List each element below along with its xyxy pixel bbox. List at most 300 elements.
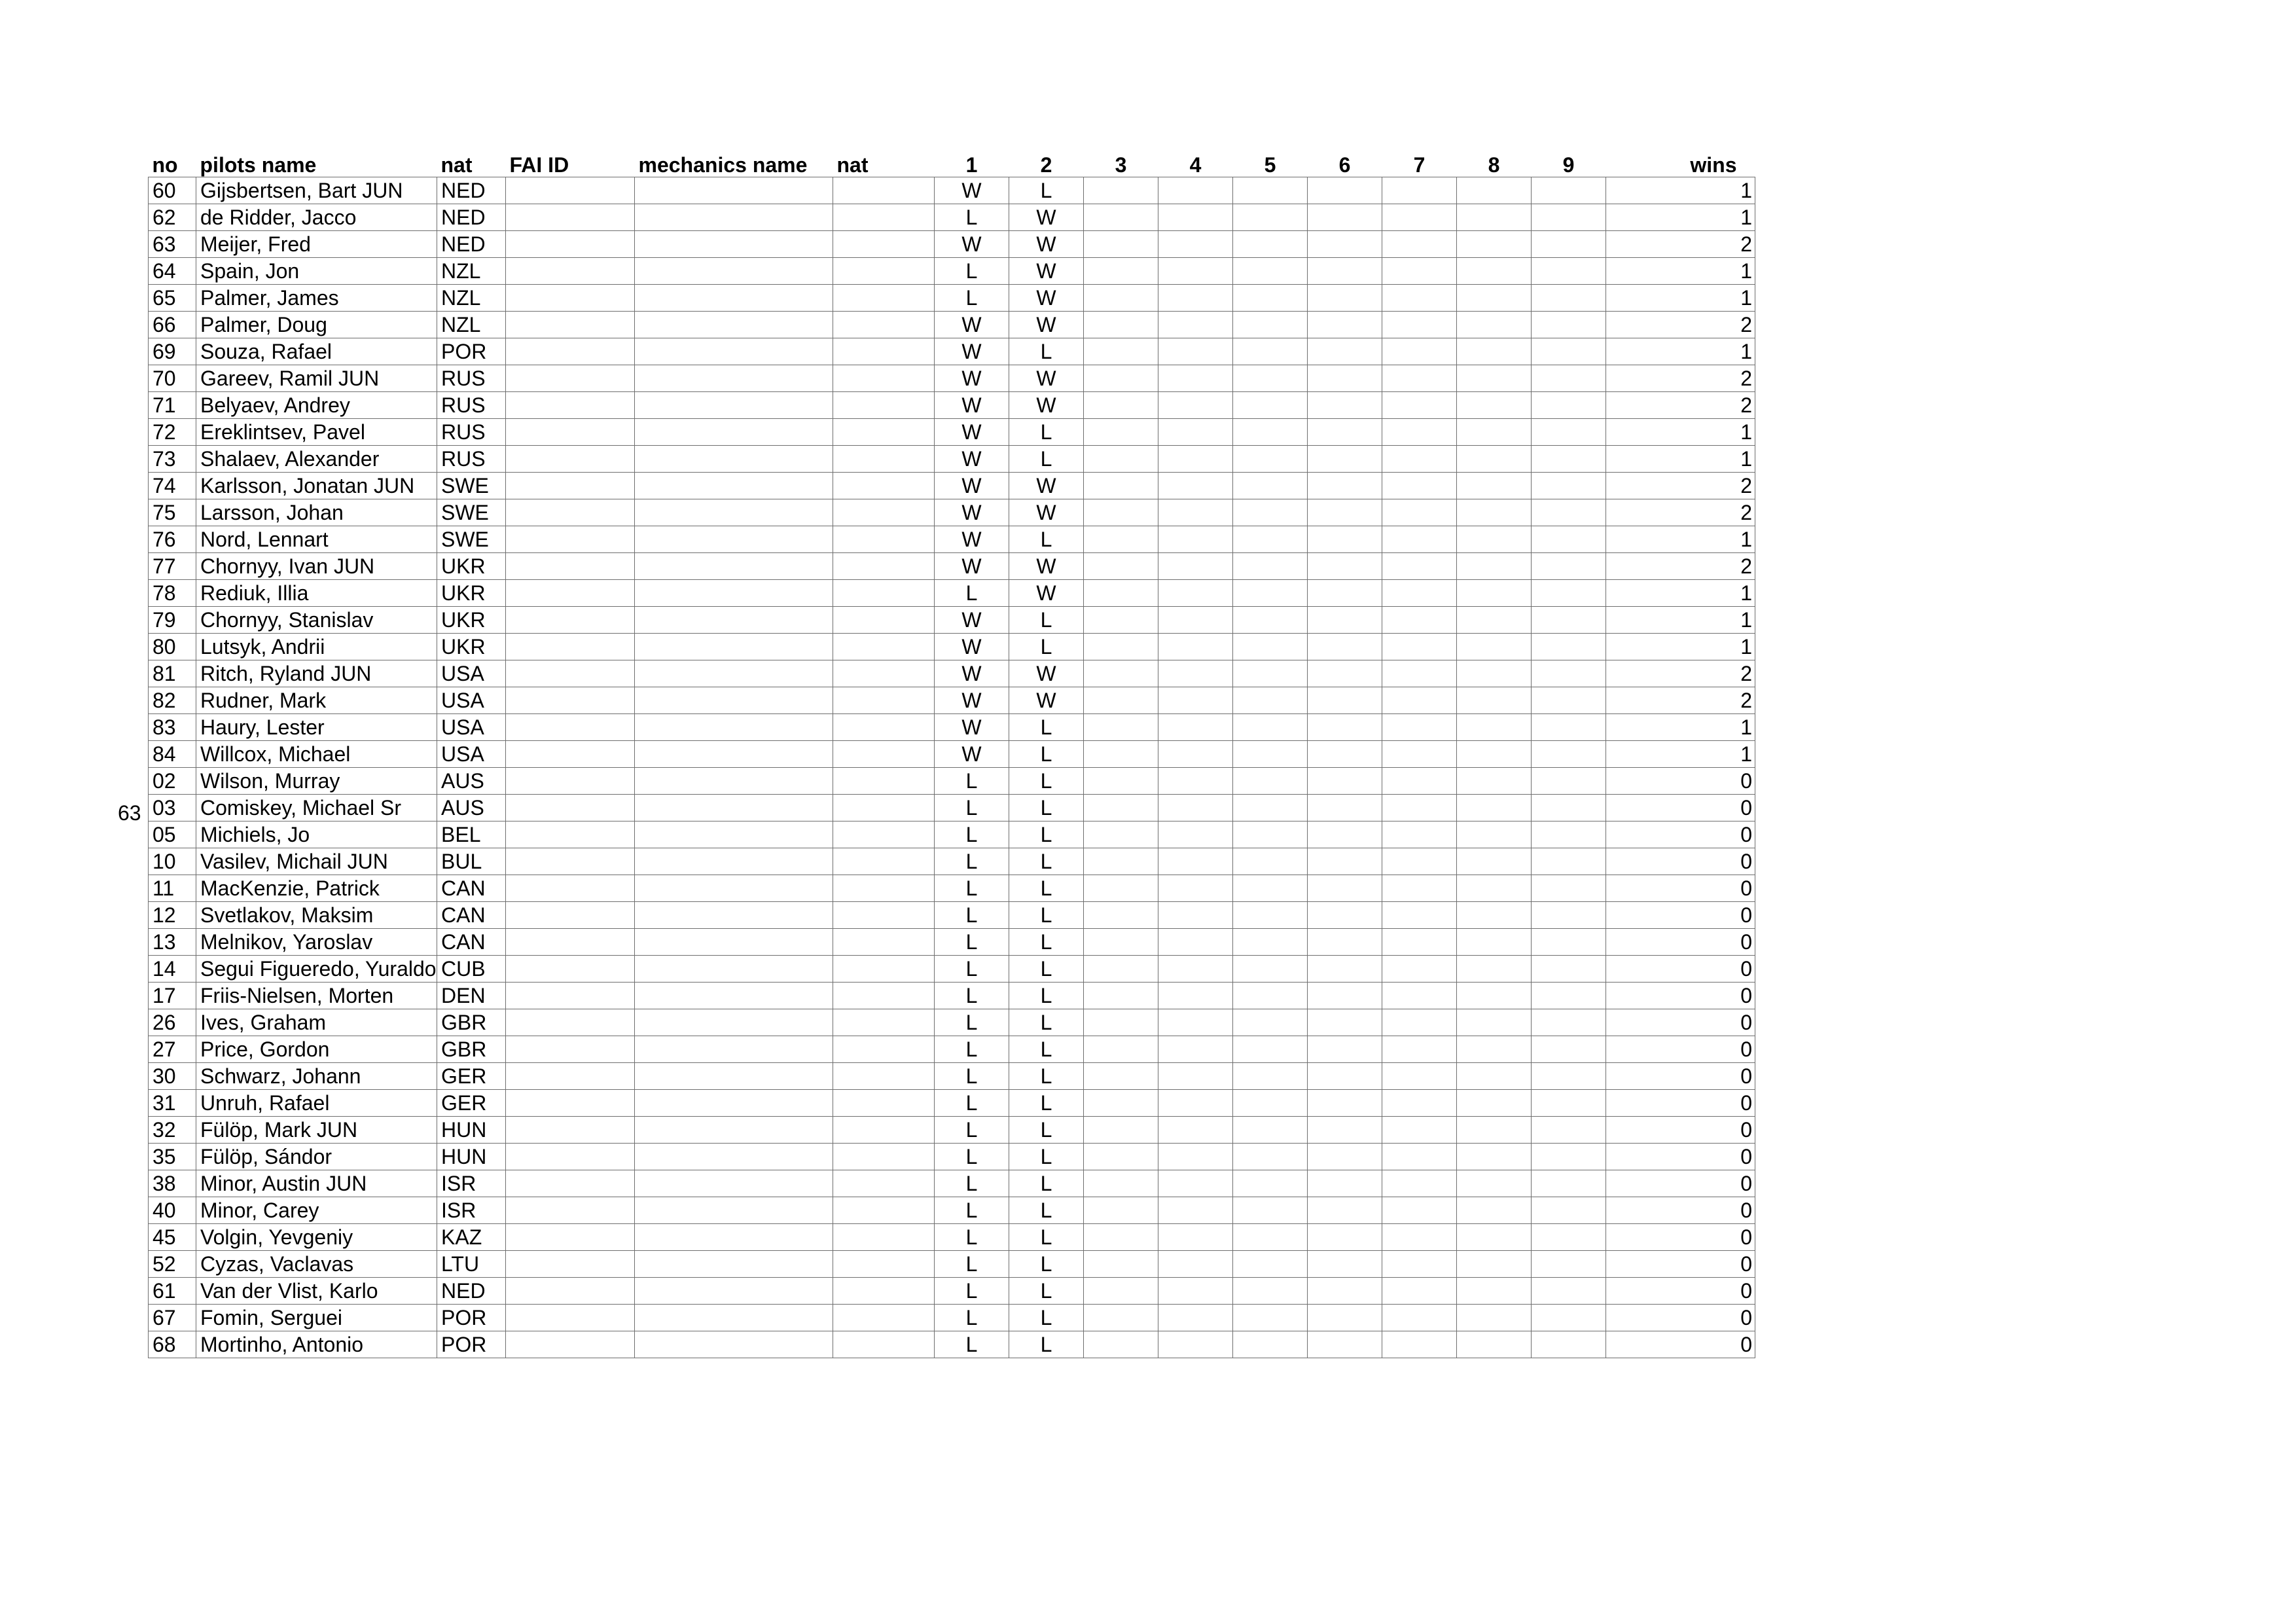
table-row bbox=[149, 446, 1755, 473]
cell-fai-id bbox=[506, 768, 635, 795]
cell-nat: UKR bbox=[437, 553, 506, 580]
cell-round-1: L bbox=[935, 1117, 1009, 1144]
cell-round-9 bbox=[1532, 526, 1606, 553]
cell-wins: 0 bbox=[1606, 768, 1755, 795]
cell-round-2: W bbox=[1009, 258, 1084, 285]
col-header-wins: wins bbox=[1690, 153, 1737, 177]
cell-fai-id bbox=[506, 741, 635, 768]
cell-round-6 bbox=[1308, 1224, 1382, 1251]
cell-round-9 bbox=[1532, 446, 1606, 473]
table-row bbox=[149, 177, 1755, 204]
cell-round-4 bbox=[1158, 660, 1233, 687]
cell-no: 14 bbox=[149, 956, 196, 983]
cell-wins: 0 bbox=[1606, 1036, 1755, 1063]
cell-round-9 bbox=[1532, 1009, 1606, 1036]
cell-nat: POR bbox=[437, 1305, 506, 1331]
cell-wins: 1 bbox=[1606, 714, 1755, 741]
cell-round-6 bbox=[1308, 177, 1382, 204]
cell-round-5 bbox=[1233, 1278, 1308, 1305]
cell-round-6 bbox=[1308, 365, 1382, 392]
cell-round-7 bbox=[1382, 768, 1457, 795]
cell-wins: 0 bbox=[1606, 1251, 1755, 1278]
cell-wins: 2 bbox=[1606, 660, 1755, 687]
cell-round-6 bbox=[1308, 607, 1382, 634]
cell-nat: CAN bbox=[437, 929, 506, 956]
cell-nat: NED bbox=[437, 231, 506, 258]
cell-pilot-name: Lutsyk, Andrii bbox=[196, 634, 437, 660]
cell-mechanics-name bbox=[635, 177, 833, 204]
cell-round-3 bbox=[1084, 419, 1158, 446]
cell-round-1: L bbox=[935, 983, 1009, 1009]
cell-wins: 1 bbox=[1606, 634, 1755, 660]
cell-nat: NED bbox=[437, 204, 506, 231]
cell-round-4 bbox=[1158, 553, 1233, 580]
cell-mechanics-name bbox=[635, 204, 833, 231]
cell-round-2: L bbox=[1009, 741, 1084, 768]
cell-round-5 bbox=[1233, 1251, 1308, 1278]
table-row bbox=[149, 473, 1755, 499]
cell-round-3 bbox=[1084, 1117, 1158, 1144]
cell-mech-nat bbox=[833, 499, 935, 526]
cell-pilot-name: MacKenzie, Patrick bbox=[196, 875, 437, 902]
cell-round-4 bbox=[1158, 848, 1233, 875]
cell-wins: 0 bbox=[1606, 875, 1755, 902]
cell-round-2: L bbox=[1009, 1170, 1084, 1197]
cell-round-7 bbox=[1382, 1063, 1457, 1090]
cell-wins: 0 bbox=[1606, 956, 1755, 983]
cell-wins: 0 bbox=[1606, 1090, 1755, 1117]
cell-round-5 bbox=[1233, 553, 1308, 580]
cell-round-2: L bbox=[1009, 1036, 1084, 1063]
cell-round-7 bbox=[1382, 499, 1457, 526]
cell-mech-nat bbox=[833, 1305, 935, 1331]
cell-round-9 bbox=[1532, 848, 1606, 875]
cell-round-5 bbox=[1233, 741, 1308, 768]
cell-round-6 bbox=[1308, 875, 1382, 902]
cell-round-2: L bbox=[1009, 338, 1084, 365]
cell-no: 52 bbox=[149, 1251, 196, 1278]
cell-round-6 bbox=[1308, 1197, 1382, 1224]
cell-wins: 0 bbox=[1606, 1144, 1755, 1170]
cell-round-8 bbox=[1457, 1197, 1532, 1224]
cell-round-9 bbox=[1532, 312, 1606, 338]
cell-nat: NZL bbox=[437, 285, 506, 312]
cell-round-7 bbox=[1382, 231, 1457, 258]
cell-pilot-name: Volgin, Yevgeniy bbox=[196, 1224, 437, 1251]
cell-wins: 0 bbox=[1606, 929, 1755, 956]
cell-round-1: L bbox=[935, 902, 1009, 929]
cell-mech-nat bbox=[833, 1224, 935, 1251]
cell-round-5 bbox=[1233, 714, 1308, 741]
cell-round-2: W bbox=[1009, 553, 1084, 580]
cell-round-3 bbox=[1084, 392, 1158, 419]
cell-round-3 bbox=[1084, 607, 1158, 634]
cell-fai-id bbox=[506, 714, 635, 741]
cell-no: 72 bbox=[149, 419, 196, 446]
cell-round-5 bbox=[1233, 634, 1308, 660]
cell-round-4 bbox=[1158, 741, 1233, 768]
cell-round-1: W bbox=[935, 553, 1009, 580]
cell-round-4 bbox=[1158, 687, 1233, 714]
cell-mechanics-name bbox=[635, 231, 833, 258]
cell-round-1: L bbox=[935, 580, 1009, 607]
cell-mechanics-name bbox=[635, 1090, 833, 1117]
table-row bbox=[149, 1278, 1755, 1305]
cell-round-9 bbox=[1532, 983, 1606, 1009]
cell-round-3 bbox=[1084, 1224, 1158, 1251]
cell-round-8 bbox=[1457, 446, 1532, 473]
cell-round-4 bbox=[1158, 1251, 1233, 1278]
cell-round-2: L bbox=[1009, 1197, 1084, 1224]
cell-pilot-name: Comiskey, Michael Sr bbox=[196, 795, 437, 821]
cell-no: 35 bbox=[149, 1144, 196, 1170]
cell-wins: 1 bbox=[1606, 285, 1755, 312]
cell-round-4 bbox=[1158, 365, 1233, 392]
cell-round-2: L bbox=[1009, 1117, 1084, 1144]
cell-round-4 bbox=[1158, 392, 1233, 419]
cell-pilot-name: de Ridder, Jacco bbox=[196, 204, 437, 231]
cell-round-8 bbox=[1457, 231, 1532, 258]
cell-round-3 bbox=[1084, 714, 1158, 741]
cell-round-9 bbox=[1532, 1117, 1606, 1144]
cell-round-7 bbox=[1382, 1117, 1457, 1144]
cell-round-9 bbox=[1532, 875, 1606, 902]
cell-round-4 bbox=[1158, 258, 1233, 285]
cell-round-2: W bbox=[1009, 580, 1084, 607]
cell-round-3 bbox=[1084, 526, 1158, 553]
cell-round-7 bbox=[1382, 392, 1457, 419]
cell-mech-nat bbox=[833, 204, 935, 231]
cell-round-7 bbox=[1382, 1251, 1457, 1278]
cell-round-1: L bbox=[935, 1278, 1009, 1305]
cell-fai-id bbox=[506, 1224, 635, 1251]
table-row bbox=[149, 795, 1755, 821]
cell-round-6 bbox=[1308, 795, 1382, 821]
cell-round-6 bbox=[1308, 714, 1382, 741]
cell-round-9 bbox=[1532, 204, 1606, 231]
cell-round-1: W bbox=[935, 687, 1009, 714]
table-row bbox=[149, 499, 1755, 526]
cell-round-2: L bbox=[1009, 526, 1084, 553]
cell-round-8 bbox=[1457, 956, 1532, 983]
cell-mech-nat bbox=[833, 821, 935, 848]
cell-mechanics-name bbox=[635, 446, 833, 473]
cell-round-4 bbox=[1158, 607, 1233, 634]
cell-round-8 bbox=[1457, 1331, 1532, 1358]
cell-pilot-name: Ritch, Ryland JUN bbox=[196, 660, 437, 687]
cell-round-1: W bbox=[935, 446, 1009, 473]
cell-mechanics-name bbox=[635, 1251, 833, 1278]
cell-nat: HUN bbox=[437, 1144, 506, 1170]
cell-pilot-name: Minor, Carey bbox=[196, 1197, 437, 1224]
cell-round-3 bbox=[1084, 956, 1158, 983]
cell-fai-id bbox=[506, 660, 635, 687]
cell-fai-id bbox=[506, 231, 635, 258]
cell-round-8 bbox=[1457, 1144, 1532, 1170]
cell-round-3 bbox=[1084, 1331, 1158, 1358]
cell-mechanics-name bbox=[635, 1170, 833, 1197]
col-header-round-7: 7 bbox=[1413, 153, 1426, 177]
cell-fai-id bbox=[506, 1305, 635, 1331]
cell-pilot-name: Karlsson, Jonatan JUN bbox=[196, 473, 437, 499]
cell-round-1: W bbox=[935, 607, 1009, 634]
cell-wins: 1 bbox=[1606, 446, 1755, 473]
cell-round-9 bbox=[1532, 1036, 1606, 1063]
cell-round-1: L bbox=[935, 1090, 1009, 1117]
cell-round-6 bbox=[1308, 1170, 1382, 1197]
cell-round-6 bbox=[1308, 338, 1382, 365]
cell-round-3 bbox=[1084, 902, 1158, 929]
cell-no: 69 bbox=[149, 338, 196, 365]
cell-mechanics-name bbox=[635, 821, 833, 848]
cell-round-2: W bbox=[1009, 231, 1084, 258]
cell-round-1: L bbox=[935, 1063, 1009, 1090]
cell-no: 82 bbox=[149, 687, 196, 714]
cell-pilot-name: Ives, Graham bbox=[196, 1009, 437, 1036]
cell-pilot-name: Friis-Nielsen, Morten bbox=[196, 983, 437, 1009]
col-header-no: no bbox=[152, 153, 178, 177]
cell-pilot-name: Palmer, Doug bbox=[196, 312, 437, 338]
cell-wins: 2 bbox=[1606, 312, 1755, 338]
cell-mech-nat bbox=[833, 929, 935, 956]
table-row bbox=[149, 687, 1755, 714]
table-row bbox=[149, 285, 1755, 312]
cell-mech-nat bbox=[833, 634, 935, 660]
cell-mechanics-name bbox=[635, 580, 833, 607]
table-row bbox=[149, 553, 1755, 580]
cell-round-8 bbox=[1457, 1278, 1532, 1305]
cell-round-9 bbox=[1532, 1224, 1606, 1251]
cell-round-4 bbox=[1158, 419, 1233, 446]
cell-no: 64 bbox=[149, 258, 196, 285]
cell-round-9 bbox=[1532, 1305, 1606, 1331]
cell-fai-id bbox=[506, 285, 635, 312]
cell-no: 73 bbox=[149, 446, 196, 473]
cell-round-4 bbox=[1158, 177, 1233, 204]
cell-fai-id bbox=[506, 956, 635, 983]
cell-round-3 bbox=[1084, 473, 1158, 499]
results-table bbox=[148, 148, 1755, 1358]
cell-round-6 bbox=[1308, 204, 1382, 231]
table-row bbox=[149, 526, 1755, 553]
cell-round-5 bbox=[1233, 768, 1308, 795]
cell-round-7 bbox=[1382, 312, 1457, 338]
cell-mech-nat bbox=[833, 1009, 935, 1036]
cell-nat: RUS bbox=[437, 392, 506, 419]
cell-round-7 bbox=[1382, 258, 1457, 285]
cell-fai-id bbox=[506, 821, 635, 848]
cell-fai-id bbox=[506, 1117, 635, 1144]
cell-round-2: L bbox=[1009, 983, 1084, 1009]
cell-round-4 bbox=[1158, 1144, 1233, 1170]
cell-round-3 bbox=[1084, 338, 1158, 365]
cell-round-4 bbox=[1158, 446, 1233, 473]
cell-wins: 2 bbox=[1606, 365, 1755, 392]
cell-round-5 bbox=[1233, 1063, 1308, 1090]
cell-mechanics-name bbox=[635, 741, 833, 768]
cell-round-1: L bbox=[935, 1251, 1009, 1278]
cell-round-4 bbox=[1158, 1305, 1233, 1331]
cell-mech-nat bbox=[833, 312, 935, 338]
cell-round-6 bbox=[1308, 634, 1382, 660]
cell-round-8 bbox=[1457, 1117, 1532, 1144]
table-row bbox=[149, 1063, 1755, 1090]
cell-round-5 bbox=[1233, 687, 1308, 714]
cell-mech-nat bbox=[833, 848, 935, 875]
cell-pilot-name: Unruh, Rafael bbox=[196, 1090, 437, 1117]
cell-mech-nat bbox=[833, 526, 935, 553]
cell-round-1: L bbox=[935, 795, 1009, 821]
cell-round-6 bbox=[1308, 1009, 1382, 1036]
table-row bbox=[149, 580, 1755, 607]
cell-round-9 bbox=[1532, 1063, 1606, 1090]
cell-pilot-name: Melnikov, Yaroslav bbox=[196, 929, 437, 956]
table-row bbox=[149, 875, 1755, 902]
cell-round-1: W bbox=[935, 365, 1009, 392]
cell-pilot-name: Nord, Lennart bbox=[196, 526, 437, 553]
cell-round-4 bbox=[1158, 1224, 1233, 1251]
cell-mechanics-name bbox=[635, 258, 833, 285]
cell-nat: CAN bbox=[437, 875, 506, 902]
cell-no: 11 bbox=[149, 875, 196, 902]
cell-wins: 1 bbox=[1606, 258, 1755, 285]
cell-wins: 0 bbox=[1606, 1278, 1755, 1305]
cell-round-9 bbox=[1532, 687, 1606, 714]
cell-no: 60 bbox=[149, 177, 196, 204]
cell-round-7 bbox=[1382, 956, 1457, 983]
cell-round-2: L bbox=[1009, 607, 1084, 634]
table-row bbox=[149, 312, 1755, 338]
cell-round-7 bbox=[1382, 607, 1457, 634]
cell-no: 62 bbox=[149, 204, 196, 231]
cell-fai-id bbox=[506, 258, 635, 285]
cell-nat: USA bbox=[437, 714, 506, 741]
cell-round-8 bbox=[1457, 1036, 1532, 1063]
cell-round-5 bbox=[1233, 875, 1308, 902]
cell-round-5 bbox=[1233, 446, 1308, 473]
cell-nat: BUL bbox=[437, 848, 506, 875]
cell-mech-nat bbox=[833, 687, 935, 714]
cell-fai-id bbox=[506, 848, 635, 875]
cell-no: 76 bbox=[149, 526, 196, 553]
cell-round-7 bbox=[1382, 1331, 1457, 1358]
cell-pilot-name: Fülöp, Sándor bbox=[196, 1144, 437, 1170]
cell-fai-id bbox=[506, 526, 635, 553]
cell-round-8 bbox=[1457, 902, 1532, 929]
cell-no: 70 bbox=[149, 365, 196, 392]
cell-nat: SWE bbox=[437, 473, 506, 499]
cell-round-7 bbox=[1382, 526, 1457, 553]
cell-round-2: W bbox=[1009, 473, 1084, 499]
cell-round-1: W bbox=[935, 338, 1009, 365]
cell-round-8 bbox=[1457, 1305, 1532, 1331]
col-header-round-2: 2 bbox=[1040, 153, 1052, 177]
col-header-round-1: 1 bbox=[965, 153, 978, 177]
cell-round-9 bbox=[1532, 1144, 1606, 1170]
cell-round-9 bbox=[1532, 258, 1606, 285]
cell-round-1: W bbox=[935, 312, 1009, 338]
cell-fai-id bbox=[506, 929, 635, 956]
cell-fai-id bbox=[506, 687, 635, 714]
cell-round-7 bbox=[1382, 1197, 1457, 1224]
cell-mechanics-name bbox=[635, 1331, 833, 1358]
cell-mech-nat bbox=[833, 392, 935, 419]
col-header-round-5: 5 bbox=[1264, 153, 1276, 177]
cell-no: 30 bbox=[149, 1063, 196, 1090]
table-row bbox=[149, 741, 1755, 768]
cell-round-5 bbox=[1233, 285, 1308, 312]
table-row bbox=[149, 1009, 1755, 1036]
cell-round-7 bbox=[1382, 204, 1457, 231]
cell-no: 27 bbox=[149, 1036, 196, 1063]
cell-round-3 bbox=[1084, 1197, 1158, 1224]
col-header-pilots-name: pilots name bbox=[200, 153, 317, 177]
cell-nat: ISR bbox=[437, 1197, 506, 1224]
cell-round-5 bbox=[1233, 660, 1308, 687]
cell-fai-id bbox=[506, 419, 635, 446]
cell-fai-id bbox=[506, 338, 635, 365]
cell-pilot-name: Meijer, Fred bbox=[196, 231, 437, 258]
cell-mechanics-name bbox=[635, 526, 833, 553]
cell-nat: AUS bbox=[437, 768, 506, 795]
cell-round-1: L bbox=[935, 258, 1009, 285]
cell-mech-nat bbox=[833, 795, 935, 821]
cell-mech-nat bbox=[833, 419, 935, 446]
cell-mech-nat bbox=[833, 177, 935, 204]
cell-round-6 bbox=[1308, 929, 1382, 956]
cell-pilot-name: Price, Gordon bbox=[196, 1036, 437, 1063]
cell-no: 02 bbox=[149, 768, 196, 795]
cell-round-5 bbox=[1233, 204, 1308, 231]
cell-round-2: L bbox=[1009, 929, 1084, 956]
cell-round-5 bbox=[1233, 338, 1308, 365]
cell-no: 61 bbox=[149, 1278, 196, 1305]
cell-round-8 bbox=[1457, 768, 1532, 795]
cell-mechanics-name bbox=[635, 1036, 833, 1063]
cell-mech-nat bbox=[833, 258, 935, 285]
cell-pilot-name: Rudner, Mark bbox=[196, 687, 437, 714]
col-header-mechanics-name: mechanics name bbox=[638, 153, 808, 177]
cell-round-2: L bbox=[1009, 902, 1084, 929]
cell-fai-id bbox=[506, 392, 635, 419]
cell-round-7 bbox=[1382, 983, 1457, 1009]
cell-round-3 bbox=[1084, 1144, 1158, 1170]
cell-wins: 1 bbox=[1606, 526, 1755, 553]
cell-round-3 bbox=[1084, 795, 1158, 821]
cell-nat: NED bbox=[437, 1278, 506, 1305]
cell-round-6 bbox=[1308, 499, 1382, 526]
cell-mech-nat bbox=[833, 607, 935, 634]
cell-mechanics-name bbox=[635, 660, 833, 687]
cell-mech-nat bbox=[833, 902, 935, 929]
cell-wins: 0 bbox=[1606, 1331, 1755, 1358]
cell-round-5 bbox=[1233, 1036, 1308, 1063]
cell-fai-id bbox=[506, 983, 635, 1009]
table-row bbox=[149, 365, 1755, 392]
cell-mech-nat bbox=[833, 231, 935, 258]
cell-round-6 bbox=[1308, 446, 1382, 473]
cell-round-9 bbox=[1532, 177, 1606, 204]
cell-round-3 bbox=[1084, 177, 1158, 204]
cell-round-4 bbox=[1158, 929, 1233, 956]
cell-round-3 bbox=[1084, 1251, 1158, 1278]
cell-round-9 bbox=[1532, 285, 1606, 312]
cell-round-5 bbox=[1233, 580, 1308, 607]
cell-round-8 bbox=[1457, 419, 1532, 446]
cell-fai-id bbox=[506, 580, 635, 607]
cell-round-3 bbox=[1084, 1278, 1158, 1305]
cell-pilot-name: Van der Vlist, Karlo bbox=[196, 1278, 437, 1305]
